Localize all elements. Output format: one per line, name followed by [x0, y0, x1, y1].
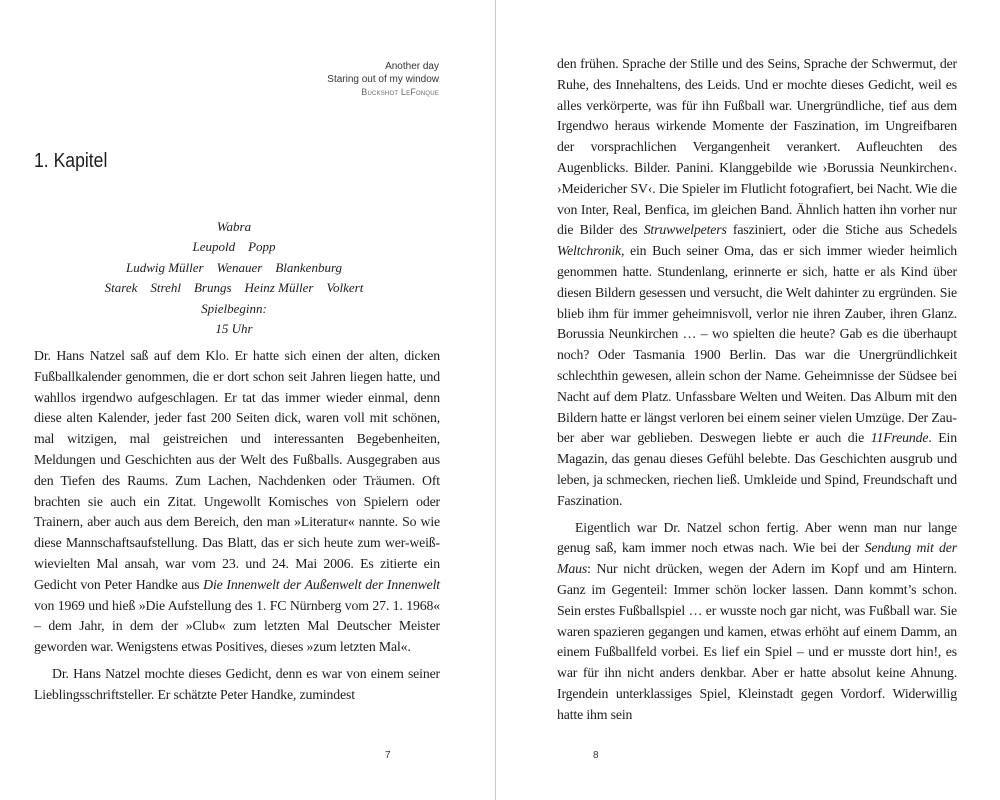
- book-title-segment: Die Innenwelt der Außenwelt der Innenwelt: [203, 576, 440, 592]
- poem-line: Ludwig Müller Wenauer Blankenburg: [125, 259, 343, 275]
- page-number: 7: [385, 750, 391, 761]
- book-title-segment: Weltchronik: [557, 243, 621, 259]
- text-segment: den frühen. Sprache der Stille und des Seins, Sprache der Schwermut, der Ruhe, des Innehaltens, des Leids. Und er mochte dieses Gedicht, weil es alles verkörperte, was für ihn Fußball war. Unergründliche, tief aus dem Irgendwo heraus wirkende Momente der Faszination, im Ungreifbaren der vorsprachlichen Vergangenheit verankert. Aufleuchten des Augenblicks. Bilder. Panini. Klanggebilde wie ›Borussia Neunkirchen‹. ›Meidericher SV‹. Die Spieler im Flutlicht fotografiert, bei Nacht. Wie die von Inter, Real, Benfica, im gleichen Band. Ähnlich hatten ihn vorher nur die Bilder des: [557, 56, 957, 238]
- text-segment: . Ein Magazin, das genau dieses Gefühl belebte. Das Geschichten ausgrub und leben, ja schmecken, riechen ließ. Umkleide und Spind, Freundschaft und Faszination.: [557, 430, 957, 508]
- left-page: [0, 0, 496, 800]
- poem-line: 15 Uhr: [215, 321, 253, 337]
- epigraph-line-1: Another day: [385, 61, 439, 72]
- book-title-segment: Struwwelpeters: [643, 222, 727, 238]
- text-segment: Dr. Hans Natzel saß auf dem Klo. Er hatte sich einen der alten, dicken Fußballkalender genommen, die er dort schon seit Jahren liegen hatte, und wahllos irgendwo aufgeschlagen. Er tat das immer wieder einmal, denn diese alten Kalender, jeder fast 200 Seiten dick, waren voll mit schönen, mal witzigen, mal geistreichen und interessanten Begebenheiten, Meldungen und Geschichten aus der Welt des Fußballs. Ausgegraben aus den Tiefen des Raums. Zum Lachen, Nachdenken oder Träumen. Oft brachten sie auch ein Zitat. Ungewollt Komisches von Spielern oder Trainern, aber auch aus dem Bereich, den man »Literatur« nannte. So wie diese Mannschaftsaufstellung. Das Blatt, das er sich heute zum wer-weiß-wievielten Mal ansah, war vom 23. und 24. Mai 2006. Es zitierte ein Gedicht von Peter Handke aus: [34, 348, 440, 592]
- text-segment: , ein Buch seiner Oma, das er sich immer wieder heimlich genommen hatte. Stundenlang, erinnerte er sich, hatte er als Kind über diesen Bildern gesessen und versucht, die Welt dahinter zu ergründen. Sie blieb ihm für immer geheimnisvoll, verlor nie ihren Zauber, ihren Glanz. Borussia Neunkirchen … – wo spielten die heute? Gab es die überhaupt noch? Oder Tasmania 1900 Berlin. Das war die Unergründlichkeit schlechthin gewesen, allein schon der Name. Geheimnisse der Südsee bei Nacht auf dem Platz. Unfassbare Welten und Weiten. Das Album mit den Bildern hatte er längst verloren bei einem seiner vielen Umzüge. Der Zauber aber war geblieben. Deswegen liebte er auch die: [557, 243, 957, 446]
- chapter-title: 1. Kapitel: [34, 150, 108, 172]
- text-segment: fasziniert, oder die Stiche aus Schedels: [726, 222, 957, 238]
- paragraph: [34, 664, 440, 706]
- poem-line: Starek Strehl Brungs Heinz Müller Volkert: [104, 280, 364, 296]
- epigraph: [327, 60, 439, 99]
- paragraph: [34, 346, 440, 658]
- show-title-segment: Sendung mit der Maus: [557, 540, 957, 577]
- poem-line: Spielbeginn:: [201, 300, 267, 316]
- poem: [34, 217, 434, 339]
- poem-line: Leupold Popp: [192, 239, 276, 255]
- magazine-title-segment: 11Freunde: [870, 430, 929, 446]
- right-page: [497, 0, 993, 800]
- left-body-text: [34, 346, 440, 706]
- paragraph: [557, 54, 957, 512]
- paragraph: [557, 518, 957, 726]
- page-gutter: [495, 0, 496, 800]
- poem-line: Wabra: [216, 219, 252, 234]
- text-segment: von 1969 und hieß »Die Aufstellung des 1. FC Nürnberg vom 27. 1. 1968« – dem Jahr, in dem der »Club« zum letzten Mal Deutscher Meister geworden war. Wenigstens etwas Positives, dieses »zum letzten Mal«.: [34, 597, 440, 655]
- text-segment: Dr. Hans Natzel mochte dieses Gedicht, denn es war von einem seiner Lieblingsschriftsteller. Er schätzte Peter Handke, zumindest: [34, 665, 440, 702]
- text-segment: Eigentlich war Dr. Natzel schon fertig. Aber wenn man nur lange genug saß, kam immer noch etwas nach. Wie bei der: [557, 519, 957, 556]
- page-number: 8: [593, 750, 599, 761]
- text-segment: : Nur nicht drücken, wegen der Adern im Kopf und am Hintern. Ganz im Gegenteil: Immer schön locker lassen. Dann kommt’s schon. Sein erstes Fußballspiel … er wusste noch gar nicht, was Fußball war. Sie waren spazieren gegangen und kamen, etwas erhöht auf einem Damm, an einem Fußballfeld vorbei. Es lief ein Spiel – und er musste dort hin!, es war für ihn nicht anders denkbar. Aber er hatte absolut keine Ahnung. Irgendein unterklassiges Spiel, Kleinstadt gegen Vordorf. Widerwillig hatte ihm sein: [557, 561, 957, 722]
- epigraph-line-2: Staring out of my window: [327, 74, 439, 85]
- right-body-text: [557, 54, 957, 726]
- epigraph-author: Buckshot LeFonque: [361, 87, 439, 97]
